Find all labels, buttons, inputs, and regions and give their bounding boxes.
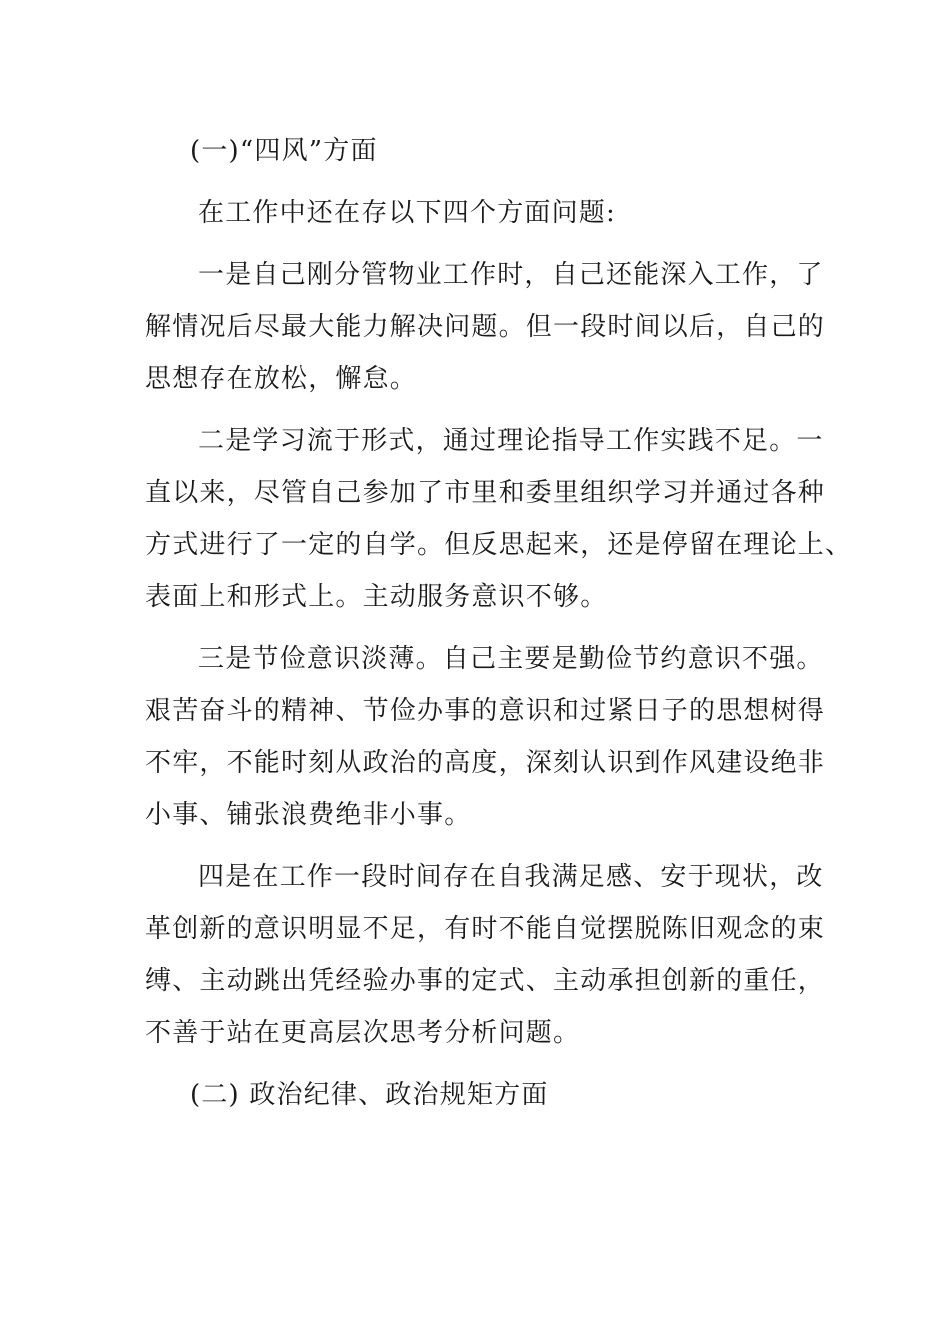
paragraph-1-line-1: 一是自己刚分管物业工作时，自己还能深入工作，了 [198, 260, 824, 290]
paragraph-3-line-3: 不牢，不能时刻从政治的高度，深刻认识到作风建设绝非 [145, 748, 826, 778]
paragraph-1-line-3: 思想存在放松，懈怠。 [145, 364, 418, 394]
paragraph-4-line-3: 缚、主动跳出凭经验办事的定式、主动承担创新的重任， [145, 966, 826, 996]
paragraph-2-line-1: 二是学习流于形式，通过理论指导工作实践不足。一 [198, 426, 824, 456]
paragraph-2-line-4: 表面上和形式上。主动服务意识不够。 [145, 582, 608, 612]
paragraph-4-line-4: 不善于站在更高层次思考分析问题。 [145, 1018, 581, 1048]
section-heading-four-winds: (一)“四风”方面 [190, 136, 378, 166]
intro-paragraph: 在工作中还在存以下四个方面问题: [198, 198, 616, 228]
paragraph-3-line-4: 小事、铺张浪费绝非小事。 [145, 800, 472, 830]
paragraph-4-line-1: 四是在工作一段时间存在自我满足感、安于现状，改 [198, 862, 824, 892]
paragraph-1-line-2: 解情况后尽最大能力解决问题。但一段时间以后，自己的 [145, 312, 826, 342]
paragraph-3-line-1: 三是节俭意识淡薄。自己主要是勤俭节约意识不强。 [198, 644, 824, 674]
section-heading-political-discipline: (二) 政治纪律、政治规矩方面 [190, 1080, 549, 1110]
paragraph-2-line-3: 方式进行了一定的自学。但反思起来，还是停留在理论上、 [145, 530, 853, 560]
paragraph-4-line-2: 革创新的意识明显不足，有时不能自觉摆脱陈旧观念的束 [145, 914, 826, 944]
paragraph-3-line-2: 艰苦奋斗的精神、节俭办事的意识和过紧日子的思想树得 [145, 696, 826, 726]
paragraph-2-line-2: 直以来，尽管自己参加了市里和委里组织学习并通过各种 [145, 478, 826, 508]
